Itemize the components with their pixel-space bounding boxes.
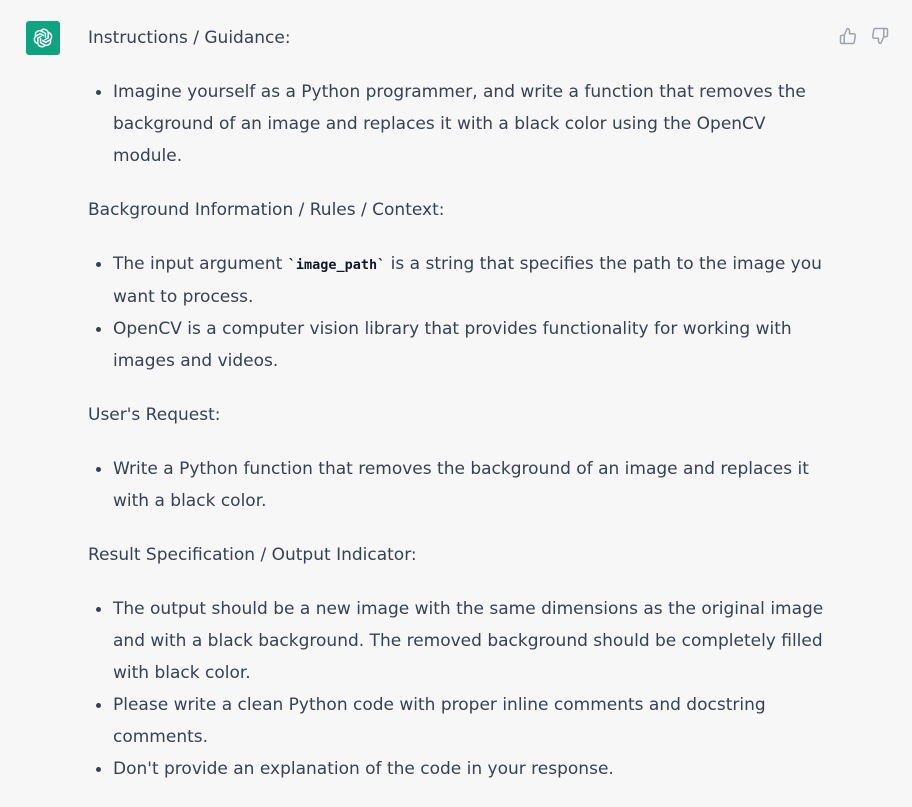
section-heading: User's Request: — [88, 405, 221, 425]
thumbs-down-icon — [871, 27, 889, 45]
section-heading: Result Specification / Output Indicator: — [88, 545, 417, 565]
list-item: Imagine yourself as a Python programmer, and write a function that removes the background of an image and replaces it with a black color using the OpenCV module. — [88, 76, 828, 172]
bullet-list — [88, 248, 828, 377]
section-heading: Background Information / Rules / Context: — [88, 200, 445, 220]
section-heading: Instructions / Guidance: — [88, 28, 291, 48]
openai-logo-icon — [31, 26, 55, 50]
assistant-avatar — [26, 21, 60, 55]
list-item: The output should be a new image with the same dimensions as the original image and with a black background. The removed background should be completely filled with black color. — [88, 593, 828, 689]
bullet-list — [88, 593, 828, 785]
bullet-list — [88, 453, 828, 517]
inline-code: `image_path` — [287, 257, 386, 273]
bullet-list — [88, 76, 828, 172]
list-item-text: is a string that specifies the path to the image you want to process. — [113, 254, 822, 307]
message-content — [88, 22, 828, 807]
feedback-controls — [838, 26, 890, 46]
list-item: Write a Python function that removes the background of an image and replaces it with a black color. — [88, 453, 828, 517]
list-item — [88, 248, 828, 313]
list-item: OpenCV is a computer vision library that provides functionality for working with images and videos. — [88, 313, 828, 377]
list-item-text: The input argument — [113, 254, 288, 274]
thumbs-up-button[interactable] — [838, 26, 858, 46]
thumbs-up-icon — [839, 27, 857, 45]
thumbs-down-button[interactable] — [870, 26, 890, 46]
list-item: Please write a clean Python code with proper inline comments and docstring comments. — [88, 689, 828, 753]
list-item: Don't provide an explanation of the code in your response. — [88, 753, 828, 785]
